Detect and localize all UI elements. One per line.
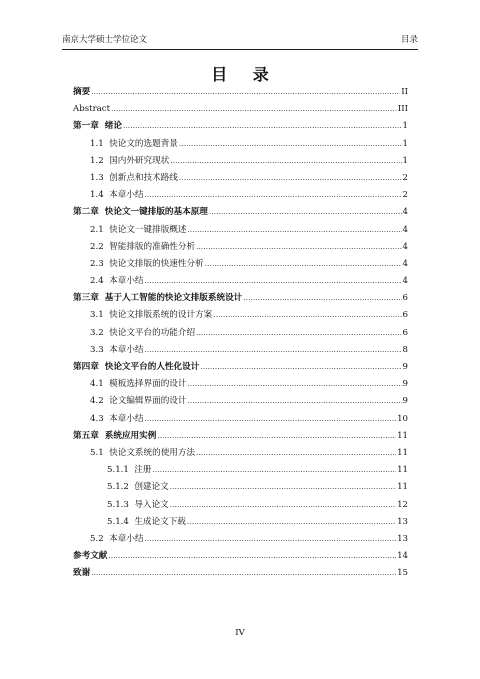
toc-entry-page: 13 xyxy=(397,533,408,544)
dot-leader xyxy=(145,531,397,548)
dot-leader xyxy=(187,376,401,393)
toc-entry-page: 10 xyxy=(397,413,408,424)
toc-entry-title: 2.1 快论文一键排版概述 xyxy=(90,224,187,235)
dot-leader xyxy=(145,273,402,290)
toc-entry-page: 4 xyxy=(402,276,408,287)
toc-entry-title: 5.1.1 注册 xyxy=(107,465,152,476)
toc-entry-title: 4.2 论文编辑界面的设计 xyxy=(90,396,187,407)
toc-entry[interactable] xyxy=(73,428,408,445)
toc-entry-page: 4 xyxy=(402,241,408,252)
dot-leader xyxy=(187,514,396,531)
toc-entry[interactable] xyxy=(73,359,408,376)
toc-entry-page: 2 xyxy=(402,172,408,183)
toc-entry[interactable] xyxy=(73,273,408,290)
dot-leader xyxy=(213,307,401,324)
toc-entry-page: 12 xyxy=(397,499,408,510)
dot-leader xyxy=(196,239,401,256)
toc-entry-page: 11 xyxy=(397,465,408,476)
header-divider xyxy=(62,49,418,50)
toc-entry-page: 6 xyxy=(402,293,408,304)
toc-entry-page: 6 xyxy=(402,327,408,338)
toc-entry-title: 致谢 xyxy=(73,568,91,579)
toc-entry-title: 第二章 快论文一键排版的基本原理 xyxy=(73,207,208,218)
toc-entry[interactable] xyxy=(73,531,408,548)
dot-leader xyxy=(123,118,402,135)
toc-entry-page: 4 xyxy=(402,258,408,269)
toc-entry[interactable] xyxy=(73,136,408,153)
dot-leader xyxy=(187,222,401,239)
dot-leader xyxy=(170,497,396,514)
toc-entry-title: 2.2 智能排版的准确性分析 xyxy=(90,241,196,252)
toc-entry-title: 3.1 快论文排版系统的设计方案 xyxy=(90,310,213,321)
toc-entry-title: 摘要 xyxy=(73,87,91,97)
toc-entry-title: 3.3 本章小结 xyxy=(90,344,144,355)
page-number: IV xyxy=(235,628,245,638)
toc-entry-page: 8 xyxy=(402,344,408,355)
toc-entry-title: 第四章 快论文平台的人性化设计 xyxy=(73,362,200,372)
dot-leader xyxy=(153,462,397,479)
toc-entry[interactable] xyxy=(73,393,408,410)
dot-leader xyxy=(196,445,396,462)
toc-entry-page: 4 xyxy=(402,207,408,218)
toc-entry[interactable] xyxy=(73,239,408,256)
toc-entry-page: 1 xyxy=(402,121,408,132)
toc-entry-page: 13 xyxy=(397,516,408,527)
toc-entry-page: II xyxy=(401,87,408,97)
toc-entry-title: 5.1.2 创建论文 xyxy=(107,482,169,493)
dot-leader xyxy=(205,256,402,273)
toc-entry[interactable] xyxy=(73,479,408,496)
dot-leader xyxy=(145,342,402,359)
dot-leader xyxy=(200,359,401,376)
page-title: 目 录 xyxy=(211,65,279,84)
toc-entry[interactable] xyxy=(73,187,408,204)
dot-leader xyxy=(196,325,401,342)
toc-entry-page: 9 xyxy=(402,396,408,407)
toc-entry[interactable] xyxy=(73,256,408,273)
running-header xyxy=(62,33,418,47)
toc-entry-title: 第五章 系统应用实例 xyxy=(73,430,157,441)
dot-leader xyxy=(170,479,396,496)
toc-entry-title: 1.2 国内外研究现状 xyxy=(90,155,170,166)
toc-entry-page: 11 xyxy=(397,482,408,493)
toc-entry[interactable] xyxy=(73,101,408,118)
toc-entry-title: 5.1.4 生成论文下载 xyxy=(107,516,186,527)
dot-leader xyxy=(243,290,401,307)
dot-leader xyxy=(145,187,402,204)
toc-entry-title: 2.4 本章小结 xyxy=(90,276,144,287)
toc-entry[interactable] xyxy=(73,222,408,239)
toc-entry-title: 第三章 基于人工智能的快论文排版系统设计 xyxy=(73,293,243,304)
toc-entry-title: 5.1.3 导入论文 xyxy=(107,499,169,510)
toc-entry-page: 9 xyxy=(402,362,408,372)
dot-leader xyxy=(179,136,402,153)
toc-entry-title: 3.2 快论文平台的功能介绍 xyxy=(90,327,196,338)
toc-entry[interactable] xyxy=(73,445,408,462)
dot-leader xyxy=(108,548,396,565)
toc-entry[interactable] xyxy=(73,376,408,393)
dot-leader xyxy=(91,84,400,101)
dot-leader xyxy=(209,204,402,221)
dot-leader xyxy=(157,428,396,445)
toc-entry[interactable] xyxy=(73,170,408,187)
dot-leader xyxy=(187,393,401,410)
toc-entry-title: 1.3 创新点和技术路线 xyxy=(90,172,178,183)
toc-entry[interactable] xyxy=(73,497,408,514)
toc-entry[interactable] xyxy=(73,548,408,565)
toc-entry[interactable] xyxy=(73,514,408,531)
toc-entry[interactable] xyxy=(73,290,408,307)
toc-entry-title: 5.2 本章小结 xyxy=(90,533,144,544)
toc-entry[interactable] xyxy=(73,307,408,324)
toc-entry-title: 5.1 快论文系统的使用方法 xyxy=(90,447,196,458)
dot-leader xyxy=(179,170,402,187)
dot-leader xyxy=(91,565,396,582)
dot-leader xyxy=(145,411,397,428)
toc-entry-page: 1 xyxy=(402,155,408,166)
toc-entry-title: 参考文献 xyxy=(73,551,108,562)
toc-entry-page: 15 xyxy=(397,568,408,579)
toc-entry[interactable] xyxy=(73,462,408,479)
toc-entry[interactable] xyxy=(73,84,408,101)
toc-entry[interactable] xyxy=(73,204,408,221)
dot-leader xyxy=(170,153,401,170)
toc-entry-page: 4 xyxy=(402,224,408,235)
toc-entry-page: 11 xyxy=(397,447,408,458)
toc-entry[interactable] xyxy=(73,325,408,342)
toc-entry[interactable] xyxy=(73,342,408,359)
toc-entry[interactable] xyxy=(73,118,408,135)
toc-entry-title: 4.1 模板选择界面的设计 xyxy=(90,379,187,390)
toc-entry-page: III xyxy=(397,104,408,115)
toc-entry-page: 9 xyxy=(402,379,408,390)
toc-entry[interactable] xyxy=(73,153,408,170)
toc-entry-page: 14 xyxy=(397,551,408,562)
toc-entry-title: 第一章 绪论 xyxy=(73,121,122,132)
header-section-name: 目录 xyxy=(400,35,418,45)
toc-entry-page: 1 xyxy=(402,138,408,149)
toc-entry-title: 1.4 本章小结 xyxy=(90,190,144,201)
toc-entry-page: 11 xyxy=(397,430,408,441)
header-thesis-title: 南京大学硕士学位论文 xyxy=(62,35,148,45)
toc-entry-title: 4.3 本章小结 xyxy=(90,413,144,424)
toc-entry-title: 2.3 快论文排版的快速性分析 xyxy=(90,258,204,269)
table-of-contents xyxy=(73,84,408,582)
toc-entry-title: Abstract xyxy=(73,104,111,115)
toc-entry[interactable] xyxy=(73,411,408,428)
toc-entry-page: 2 xyxy=(402,190,408,201)
toc-entry-title: 1.1 快论文的选题背景 xyxy=(90,138,178,149)
toc-entry-page: 6 xyxy=(402,310,408,321)
dot-leader xyxy=(111,101,397,118)
toc-entry[interactable] xyxy=(73,565,408,582)
